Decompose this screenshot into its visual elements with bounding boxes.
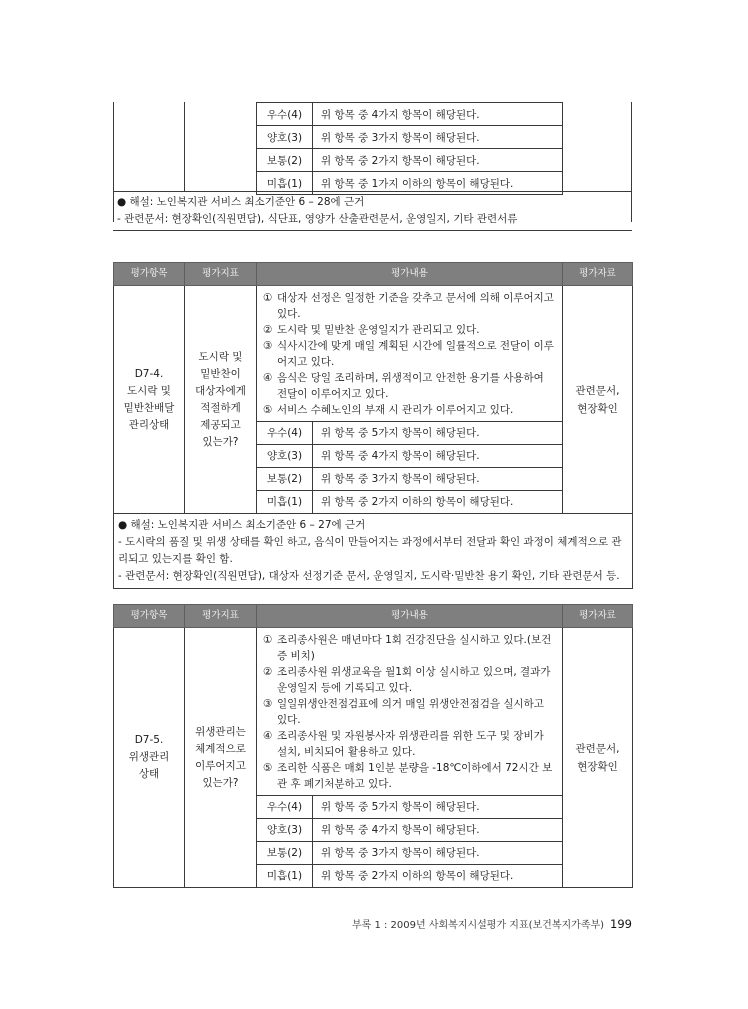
grade-label: 미흡(1) [257,491,313,514]
grade-label: 양호(3) [257,819,313,842]
content-item: ⑤ 조리한 식품은 매회 1인분 분량을 -18℃이하에서 72시간 보관 후 폐기처분하고 있다. [263,762,553,790]
content-item: ① 대상자 선정은 일정한 기준을 갖추고 문서에 의해 이루어지고 있다. [263,292,554,320]
eval-content [257,286,563,422]
content-item: ③ 일일위생안전점검표에 의거 매일 위생안전점검을 실시하고 있다. [263,698,544,726]
note-line: - 관련문서: 현장확인(직원면담), 대상자 선정기준 문서, 운영일지, 도시락·밑반찬 용기 확인, 기타 관련문서 등. [118,570,620,582]
grade-label: 보통(2) [257,842,313,865]
header-item: 평가항목 [114,605,185,628]
eval-materials: 관련문서, 현장확인 [563,628,633,888]
eval-materials: 관련문서, 현장확인 [563,286,633,514]
note-line: - 도시락의 품질 및 위생 상태를 확인 하고, 음식이 만들어지는 과정에서부터 전달과 확인 과정이 체계적으로 관리되고 있는지를 확인 함. [118,536,622,565]
page-footer [352,916,632,931]
grade-label: 우수(4) [257,796,313,819]
eval-content [257,628,563,796]
grade-label: 우수(4) [257,422,313,445]
eval-item: D7-5. 위생관리 상태 [114,628,185,888]
grade-desc: 위 항목 중 4가지 항목이 해당된다. [313,819,563,842]
note-line: - 관련문서: 현장확인(직원면담), 식단표, 영양가 산출관련문서, 운영일지, 기타 관련서류 [117,213,518,225]
table-row [257,149,563,172]
content-item: ④ 음식은 당일 조리하며, 위생적이고 안전한 용기를 사용하여 전달이 이루어지고 있다. [263,372,544,400]
grade-desc: 위 항목 중 4가지 항목이 해당된다. [313,103,563,126]
grade-desc: 위 항목 중 5가지 항목이 해당된다. [313,796,563,819]
grade-label: 미흡(1) [257,865,313,888]
eval-indicator: 위생관리는 체계적으로 이루어지고 있는가? [185,628,257,888]
note-line: ● 해설: 노인복지관 서비스 최소기준안 6 – 28에 근거 [117,196,365,208]
table-row [257,103,563,126]
header-item: 평가항목 [114,263,185,286]
header-materials: 평가자료 [563,605,633,628]
table-header-row [114,263,633,286]
content-item: ② 조리종사원 위생교육을 월1회 이상 실시하고 있으며, 결과가 운영일지 등에 기록되고 있다. [263,666,551,694]
content-item: ④ 조리종사원 및 자원봉사자 위생관리를 위한 도구 및 장비가 설치, 비치되어 활용하고 있다. [263,730,544,758]
d7-5-table [113,604,633,888]
grade-label: 양호(3) [257,126,313,149]
content-item: ① 조리종사원은 매년마다 1회 건강진단을 실시하고 있다.(보건증 비치) [263,634,552,662]
top-notes [113,191,632,231]
top-grade-table [256,102,563,195]
grade-desc: 위 항목 중 5가지 항목이 해당된다. [313,422,563,445]
content-item: ③ 식사시간에 맞게 매일 계획된 시간에 일률적으로 전달이 이루어지고 있다. [263,340,554,368]
grade-desc: 위 항목 중 2가지 이하의 항목이 해당된다. [313,491,563,514]
grade-desc: 위 항목 중 3가지 항목이 해당된다. [313,126,563,149]
content-item: ⑤ 서비스 수혜노인의 부재 시 관리가 이루어지고 있다. [263,404,514,416]
grade-desc: 위 항목 중 2가지 이하의 항목이 해당된다. [313,865,563,888]
grade-desc: 위 항목 중 1가지 이하의 항목이 해당된다. [313,172,563,195]
note-line: ● 해설: 노인복지관 서비스 최소기준안 6 – 27에 근거 [118,519,366,531]
header-indicator: 평가지표 [185,263,257,286]
grade-label: 보통(2) [257,149,313,172]
grade-desc: 위 항목 중 3가지 항목이 해당된다. [313,842,563,865]
header-content: 평가내용 [257,263,563,286]
grade-label: 양호(3) [257,445,313,468]
header-indicator: 평가지표 [185,605,257,628]
header-materials: 평가자료 [563,263,633,286]
grade-label: 우수(4) [257,103,313,126]
eval-indicator: 도시락 및 밑반찬이 대상자에게 적절하게 제공되고 있는가? [185,286,257,514]
table-header-row [114,605,633,628]
grade-desc: 위 항목 중 4가지 항목이 해당된다. [313,445,563,468]
d7-4-notes [114,514,633,589]
footer-text: 부록 1 : 2009년 사회복지시설평가 지표(보건복지가족부) [351,920,605,931]
grade-desc: 위 항목 중 3가지 항목이 해당된다. [313,468,563,491]
grade-label: 보통(2) [257,468,313,491]
content-item: ② 도시락 및 밑반찬 운영일지가 관리되고 있다. [263,324,480,336]
eval-item: D7-4. 도시락 및 밑반찬배달 관리상태 [114,286,185,514]
table-row [257,126,563,149]
grade-desc: 위 항목 중 2가지 항목이 해당된다. [313,149,563,172]
grade-label: 미흡(1) [257,172,313,195]
page-number: 199 [610,917,632,931]
d7-4-table [113,262,633,589]
header-content: 평가내용 [257,605,563,628]
